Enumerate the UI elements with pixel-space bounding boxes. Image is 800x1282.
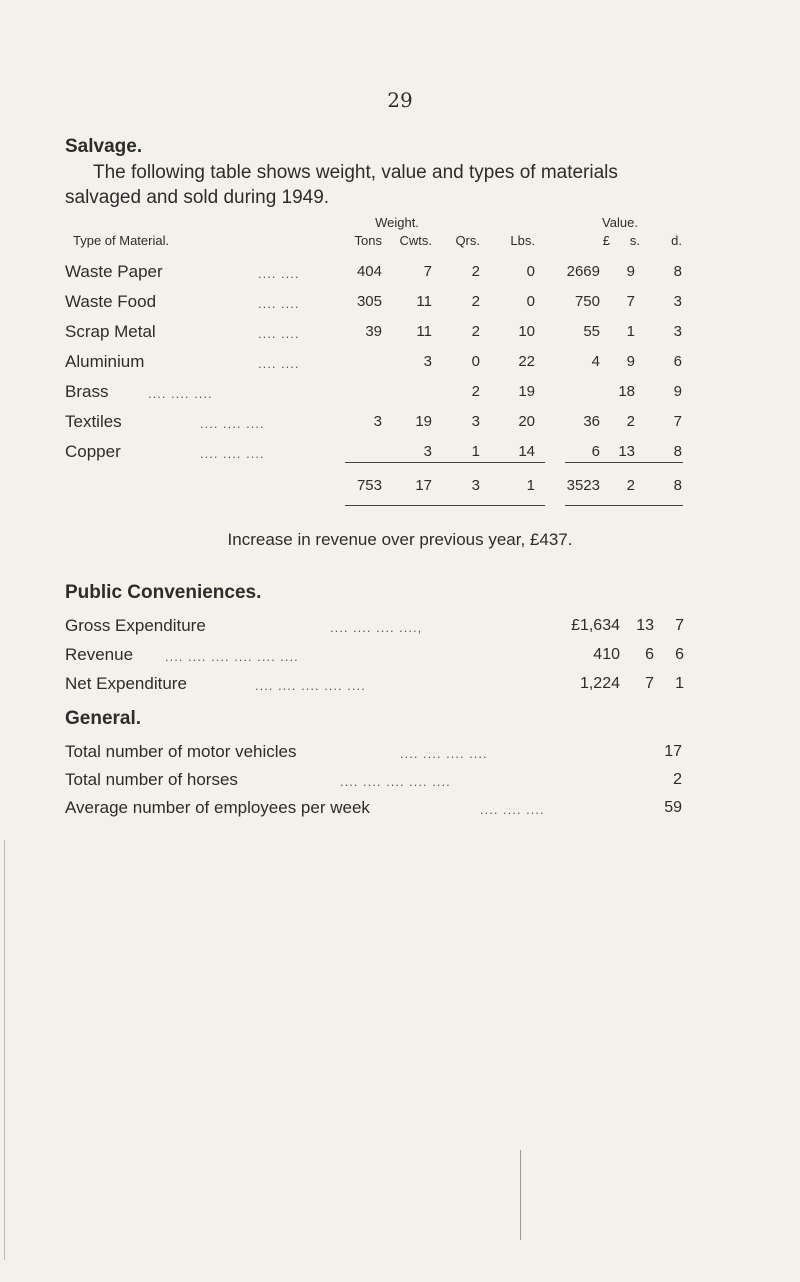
row-label: Textiles bbox=[65, 412, 122, 431]
total-tons: 753 bbox=[356, 477, 382, 494]
row-label: Waste Paper bbox=[65, 262, 163, 281]
type-header: Type of Material. bbox=[73, 233, 170, 248]
shillings-value: 2 bbox=[626, 413, 635, 430]
pounds-value: £1,634 bbox=[571, 617, 620, 634]
qrs-value: 3 bbox=[471, 413, 480, 430]
scan-mark bbox=[520, 1150, 521, 1240]
cwts-value: 7 bbox=[423, 263, 432, 280]
cwts-value: 11 bbox=[416, 293, 432, 310]
lbs-value: 0 bbox=[526, 293, 535, 310]
tons-value: 3 bbox=[373, 413, 382, 430]
pence-value: 3 bbox=[673, 293, 682, 310]
shillings-header: s. bbox=[629, 233, 640, 248]
line-label: Average number of employees per week bbox=[65, 798, 370, 817]
qrs-value: 2 bbox=[471, 293, 480, 310]
count-value: 2 bbox=[673, 771, 682, 788]
shillings-value: 1 bbox=[626, 323, 635, 340]
public-conveniences-title: Public Conveniences. bbox=[65, 582, 262, 603]
shillings-value: 6 bbox=[645, 646, 654, 663]
total-shillings: 2 bbox=[626, 477, 635, 494]
row-leader-dots: .... .... .... bbox=[148, 386, 213, 401]
line-label: Net Expenditure bbox=[65, 674, 187, 693]
row-label: Copper bbox=[65, 442, 121, 461]
lbs-value: 22 bbox=[518, 353, 535, 370]
tons-value: 305 bbox=[356, 293, 382, 310]
value-total-rule-bottom bbox=[565, 505, 683, 506]
lbs-header: Lbs. bbox=[510, 233, 535, 248]
salvage-intro bbox=[65, 160, 705, 210]
pence-value: 6 bbox=[673, 353, 682, 370]
pounds-value: 2669 bbox=[566, 263, 600, 280]
pounds-value: 750 bbox=[574, 293, 600, 310]
total-cwts: 17 bbox=[415, 477, 432, 494]
shillings-value: 7 bbox=[645, 675, 654, 692]
salvage-title: Salvage. bbox=[65, 136, 143, 157]
count-value: 17 bbox=[664, 743, 682, 760]
row-leader-dots: .... .... .... .... .... .... bbox=[165, 649, 299, 664]
lbs-value: 14 bbox=[518, 443, 535, 460]
intro-line-2: salvaged and sold during 1949. bbox=[65, 187, 330, 208]
lbs-value: 0 bbox=[526, 263, 535, 280]
qrs-value: 2 bbox=[471, 263, 480, 280]
row-leader-dots: .... .... .... bbox=[200, 446, 265, 461]
row-label: Waste Food bbox=[65, 292, 157, 311]
weight-header: Weight. bbox=[375, 215, 419, 230]
total-pence: 8 bbox=[673, 477, 682, 494]
lbs-value: 19 bbox=[518, 383, 535, 400]
line-label: Gross Expenditure bbox=[65, 616, 206, 635]
pounds-value: 6 bbox=[591, 443, 600, 460]
shillings-value: 13 bbox=[618, 443, 635, 460]
cwts-value: 11 bbox=[416, 323, 432, 340]
weight-total-rule-top bbox=[345, 462, 545, 463]
cwts-header: Cwts. bbox=[399, 233, 432, 248]
value-total-rule-top bbox=[565, 462, 683, 463]
total-lbs: 1 bbox=[526, 477, 535, 494]
row-leader-dots: .... .... .... .... .... bbox=[340, 774, 451, 789]
lbs-value: 10 bbox=[518, 323, 535, 340]
shillings-value: 9 bbox=[626, 263, 635, 280]
row-leader-dots: .... .... .... .... .... bbox=[255, 678, 366, 693]
shillings-value: 9 bbox=[626, 353, 635, 370]
value-header: Value. bbox=[602, 215, 638, 230]
row-leader-dots: .... .... bbox=[258, 326, 300, 341]
weight-total-rule-bottom bbox=[345, 505, 545, 506]
cwts-value: 3 bbox=[423, 443, 432, 460]
qrs-value: 2 bbox=[471, 323, 480, 340]
qrs-header: Qrs. bbox=[455, 233, 480, 248]
page-number: 29 bbox=[387, 88, 413, 112]
cwts-value: 3 bbox=[423, 353, 432, 370]
pence-value: 7 bbox=[673, 413, 682, 430]
pounds-value: 4 bbox=[591, 353, 600, 370]
pence-value: 6 bbox=[675, 646, 684, 663]
pounds-value: 410 bbox=[593, 646, 620, 663]
pence-value: 3 bbox=[673, 323, 682, 340]
row-leader-dots: .... .... .... .... bbox=[400, 746, 488, 761]
row-leader-dots: .... .... .... bbox=[480, 802, 545, 817]
row-leader-dots: .... .... bbox=[258, 266, 300, 281]
pence-value: 8 bbox=[673, 263, 682, 280]
row-leader-dots: .... .... .... ...., bbox=[330, 620, 423, 635]
row-leader-dots: .... .... bbox=[258, 296, 300, 311]
qrs-value: 0 bbox=[471, 353, 480, 370]
count-value: 59 bbox=[664, 799, 682, 816]
shillings-value: 7 bbox=[626, 293, 635, 310]
intro-line-1: The following table shows weight, value and types of materials bbox=[93, 162, 618, 183]
row-label: Scrap Metal bbox=[65, 322, 156, 341]
row-label: Aluminium bbox=[65, 352, 145, 371]
lbs-value: 20 bbox=[518, 413, 535, 430]
tons-header: Tons bbox=[354, 233, 382, 248]
revenue-increase-note: Increase in revenue over previous year, £437. bbox=[227, 530, 573, 549]
shillings-value: 18 bbox=[618, 383, 635, 400]
pounds-header: £ bbox=[602, 233, 610, 248]
pounds-value: 1,224 bbox=[579, 675, 620, 692]
pence-value: 1 bbox=[675, 675, 684, 692]
row-label: Brass bbox=[65, 382, 109, 401]
line-label: Total number of horses bbox=[65, 770, 238, 789]
tons-value: 404 bbox=[356, 263, 382, 280]
pence-value: 9 bbox=[673, 383, 682, 400]
pounds-value: 36 bbox=[583, 413, 600, 430]
cwts-value: 19 bbox=[415, 413, 432, 430]
line-label: Revenue bbox=[65, 645, 134, 664]
shillings-value: 13 bbox=[636, 617, 654, 634]
pounds-value: 55 bbox=[583, 323, 600, 340]
total-qrs: 3 bbox=[471, 477, 480, 494]
line-label: Total number of motor vehicles bbox=[65, 742, 297, 761]
row-leader-dots: .... .... bbox=[258, 356, 300, 371]
row-leader-dots: .... .... .... bbox=[200, 416, 265, 431]
general-title: General. bbox=[65, 708, 142, 729]
pence-header: d. bbox=[671, 233, 682, 248]
total-pounds: 3523 bbox=[566, 477, 600, 494]
pence-value: 8 bbox=[673, 443, 682, 460]
pence-value: 7 bbox=[675, 617, 684, 634]
qrs-value: 1 bbox=[471, 443, 480, 460]
tons-value: 39 bbox=[365, 323, 382, 340]
page-edge-shadow bbox=[4, 840, 5, 1260]
qrs-value: 2 bbox=[471, 383, 480, 400]
